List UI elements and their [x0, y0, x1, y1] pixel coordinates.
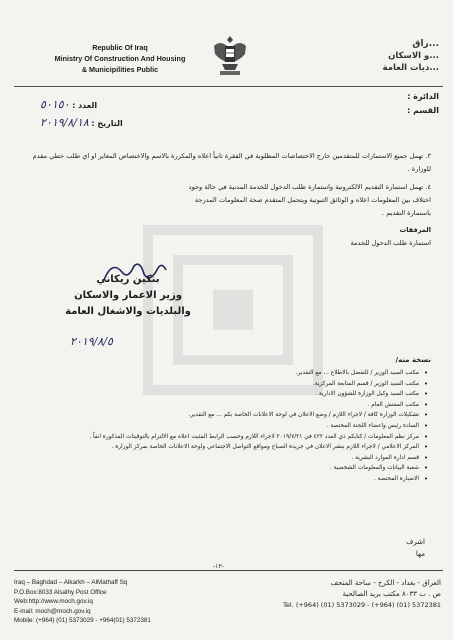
date-value: ٢٠١٩/٨/١٨ — [40, 116, 89, 129]
letterhead-ministry: Ministry Of Construction And Housing — [54, 54, 186, 63]
body-item-4-line2: اختلاف بين المعلومات اعلاه و الوثائق الثبوتية ويتحمل المتقدم صحة المعلومات المدرجة — [194, 196, 431, 204]
signatory-title-2: والبلديات والاشغال العامة — [65, 306, 191, 317]
footer-english — [14, 578, 151, 626]
footer-ar-pobox: ص . ب ٨٠٣٣ مكتب بريد الصالحية — [342, 590, 441, 598]
initials-2: مها — [415, 550, 425, 558]
footer-divider — [14, 570, 443, 571]
section-field — [407, 106, 439, 115]
signature-block — [53, 272, 203, 320]
letterhead-ar-line3: ...ديات العامة — [382, 63, 439, 73]
letterhead-country: Republic Of Iraq — [92, 43, 148, 52]
division-label: الدائرة : — [407, 92, 439, 101]
number-label: العدد : — [72, 101, 98, 110]
section-label: القسم : — [407, 106, 439, 115]
signature-date: ٢٠١٩/٨/٥ — [70, 335, 113, 348]
body-item-4-line3: باستمارة التقديم . — [382, 209, 431, 217]
iraq-eagle-emblem-icon — [210, 32, 250, 78]
letterhead-ar-line1: ...راق — [412, 39, 439, 49]
number-field — [40, 98, 97, 111]
footer-email: E-mail: moch@moch.gov.iq — [14, 607, 91, 615]
letterhead-ministry-cont: & Municipilities Public — [81, 65, 159, 74]
copy-item: • شعبة البيانات والمعلومات الشخصية . — [0, 463, 419, 474]
copies-heading: نسخة منه/ — [395, 356, 431, 364]
copy-item: • مكتب المفتش العام . — [0, 400, 419, 411]
copy-item: • السادة رئيس واعضاء اللجنة المختصة . — [0, 421, 419, 432]
date-label: التاريخ : — [91, 119, 123, 128]
division-field — [407, 92, 439, 101]
attachments-heading: المرفقات — [399, 226, 431, 234]
copy-item: • مكتب السيد وكيل الوزارة للشؤون الادارية . — [0, 389, 419, 400]
attachment-item: استمارة طلب الدخول للخدمة — [350, 239, 431, 247]
copies-list — [0, 368, 431, 485]
footer-address: Iraq – Baghdad – Alkarkh – AlMathaff Sq — [14, 579, 128, 586]
footer-mobile: Mobile: (+964) (01) 5373029 - +964(01) 5372381 — [14, 617, 151, 624]
header-divider — [14, 86, 443, 87]
arabic-letterhead — [319, 38, 439, 74]
footer-ar-address: العراق - بغداد - الكرخ - ساحة المتحف — [330, 579, 441, 587]
letter-body — [31, 150, 431, 250]
copy-item: • مركز نظم المعلومات / كتابكم ذي العدد ٤٢٢ في ٢٠١٩/٧/٢١ لاجراء اللازم وحسب الرابط المثبت اعلاه مع الالتزام بالتوقيتات المذكورة انفاً . — [0, 432, 419, 443]
footer-arabic — [261, 578, 441, 611]
copy-item: • قسم ادارة الموارد البشرية . — [0, 453, 419, 464]
copy-item: • مكتب السيد الوزير / للتفضل بالاطلاع ... مع التقدير. — [0, 368, 419, 379]
letterhead-ar-line2: ...و الاسكان — [388, 51, 439, 61]
signatory-title-1: وزير الاعمار والاسكان — [74, 290, 182, 301]
number-value: ٥٠١٥٠ — [40, 98, 70, 111]
signatory-name: بنكين ريكاني — [96, 274, 160, 285]
footer-pobox: P.O.Box:8033 Alsalhy Post Office — [14, 588, 107, 596]
copy-item: • مكتب السيد الوزير / قسم المتابعة المركزية. — [0, 379, 419, 390]
footer-website: Web:http://www.moch.gov.iq — [14, 598, 93, 605]
body-item-4-line1: ٤. تهمل استمارة التقديم الالكترونية واستمارة طلب الدخول للخدمة المدنية في حالة وجود — [188, 183, 431, 191]
copy-item: • المركز الاعلامي / لاجراء اللازم بنشر الاعلان في جريدة الصباح ومواقع التواصل الاجتماعي ولوحة الاعلانات الخاصة بمركز الوزارة . — [0, 442, 419, 453]
page-number: -١٣- — [210, 563, 227, 570]
date-field — [40, 116, 123, 129]
body-item-3: ٣. تهمل جميع الاستمارات للمتقدمين خارج الاختصاصات المطلوبة في الفقرة ثانياً اعلاه والمكررة بالاسم والاختصاص المغاير او اي طلب خطي مقدم للوزارة . — [32, 152, 431, 173]
english-letterhead — [40, 42, 200, 75]
footer-ar-tel: Tel. (+964) (01) 5373029 - (+964) (01) 5372381 — [283, 601, 441, 609]
copy-item: • الاضبارة المختصة . — [0, 474, 419, 485]
copy-item: • تشكيلات الوزارة كافة / لاجراء اللازم / وضع الاعلان في لوحة الاعلانات الخاصة بكم ... مع التقدير. — [0, 410, 419, 421]
initials-1: اشرف — [406, 538, 425, 546]
